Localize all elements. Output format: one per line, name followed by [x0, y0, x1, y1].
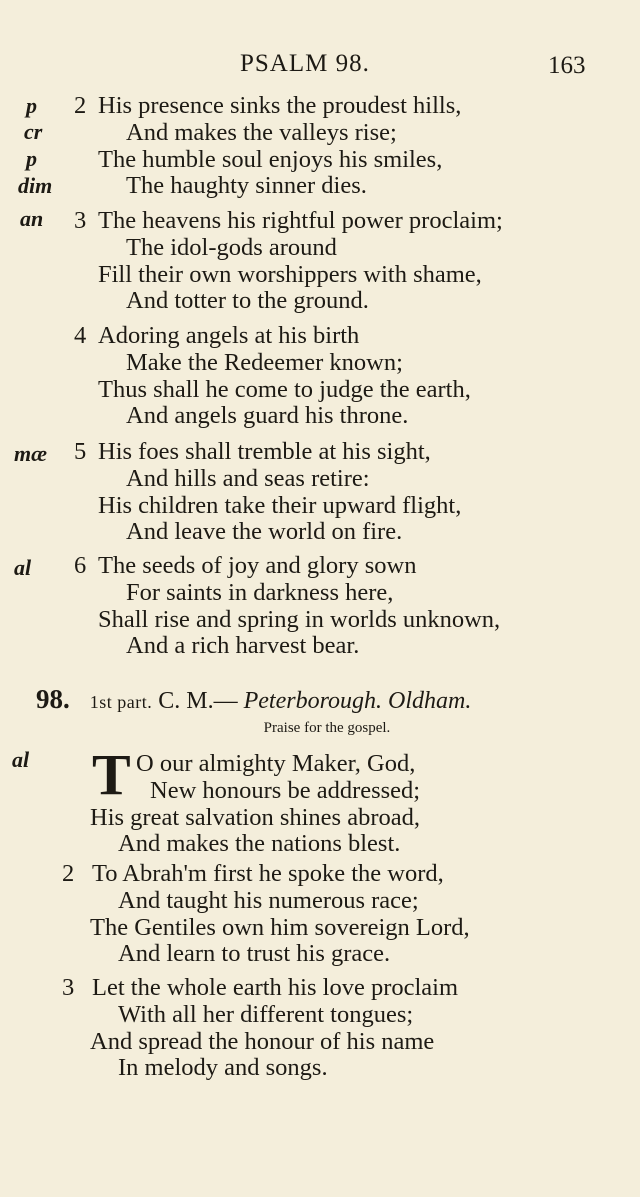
- verse-line: And learn to trust his grace.: [118, 940, 391, 968]
- verse-line: O our almighty Maker, God,: [136, 750, 416, 777]
- verse-line: Adoring angels at his birth: [98, 322, 360, 349]
- stanza-number: 2: [62, 860, 75, 887]
- dynamic-mark: cr: [24, 119, 43, 144]
- verse-line: Thus shall he come to judge the earth,: [98, 375, 471, 403]
- verse-line: New honours be addressed;: [150, 776, 421, 804]
- hymn-subtitle: Praise for the gospel.: [263, 720, 391, 736]
- verse-line: Fill their own worshippers with shame,: [98, 260, 482, 288]
- verse-line: Shall rise and spring in worlds unknown,: [98, 605, 501, 633]
- verse-line: The heavens his rightful power proclaim;: [98, 207, 503, 234]
- verse-line: And totter to the ground.: [126, 287, 369, 315]
- stanza-number: 5: [74, 438, 87, 465]
- drop-cap: T: [92, 742, 131, 807]
- stanza-number: 2: [74, 92, 87, 119]
- verse-line: The Gentiles own him sovereign Lord,: [90, 913, 470, 941]
- hymn-meter: C. M.—: [158, 688, 238, 714]
- verse-line: And leave the world on fire.: [126, 518, 403, 546]
- verse-line: For saints in darkness here,: [126, 578, 394, 606]
- verse-line: And makes the nations blest.: [118, 830, 401, 858]
- hymn-number: 98.: [36, 684, 70, 714]
- verse-line: His great salvation shines abroad,: [90, 803, 420, 831]
- dynamic-mark: p: [26, 146, 37, 171]
- stanza-number: 3: [74, 207, 87, 234]
- verse-line: The seeds of joy and glory sown: [98, 552, 417, 579]
- verse-line: To Abrah'm first he spoke the word,: [92, 860, 444, 887]
- verse-line: And makes the valleys rise;: [126, 118, 397, 146]
- verse-line: And hills and seas retire:: [126, 464, 370, 492]
- verse-line: The humble soul enjoys his smiles,: [98, 145, 443, 173]
- dynamic-mark: dim: [18, 173, 53, 198]
- hymn-heading: [36, 683, 471, 715]
- stanza-number: 4: [74, 322, 87, 349]
- verse-line: His children take their upward flight,: [98, 491, 462, 519]
- verse-line: The haughty sinner dies.: [126, 172, 367, 200]
- verse-line: His presence sinks the proudest hills,: [98, 92, 462, 119]
- running-header: [0, 50, 640, 86]
- verse-line: In melody and songs.: [118, 1054, 328, 1082]
- stanza-number: 6: [74, 552, 87, 579]
- verse-line: Let the whole earth his love proclaim: [92, 974, 459, 1001]
- verse-line: Make the Redeemer known;: [126, 348, 403, 376]
- verse-line: And spread the honour of his name: [90, 1027, 435, 1055]
- verse-line: His foes shall tremble at his sight,: [98, 438, 431, 465]
- verse-line: With all her different tongues;: [118, 1000, 414, 1028]
- dynamic-mark: al: [14, 555, 32, 580]
- verse-line: The idol-gods around: [126, 233, 337, 261]
- hymn-part: 1st part.: [89, 692, 153, 712]
- running-title: PSALM 98.: [240, 50, 370, 77]
- dynamic-mark: p: [26, 93, 37, 118]
- stanza-number: 3: [62, 974, 75, 1001]
- page-number: 163: [548, 52, 586, 79]
- dynamic-mark: an: [20, 206, 44, 231]
- dynamic-mark: mæ: [14, 441, 47, 466]
- verse-line: And a rich harvest bear.: [126, 632, 360, 660]
- verse-line: And taught his numerous race;: [118, 886, 419, 914]
- verse-line: And angels guard his throne.: [126, 402, 409, 430]
- dynamic-mark: al: [12, 747, 30, 772]
- hymn-tunes: Peterborough. Oldham.: [243, 688, 472, 714]
